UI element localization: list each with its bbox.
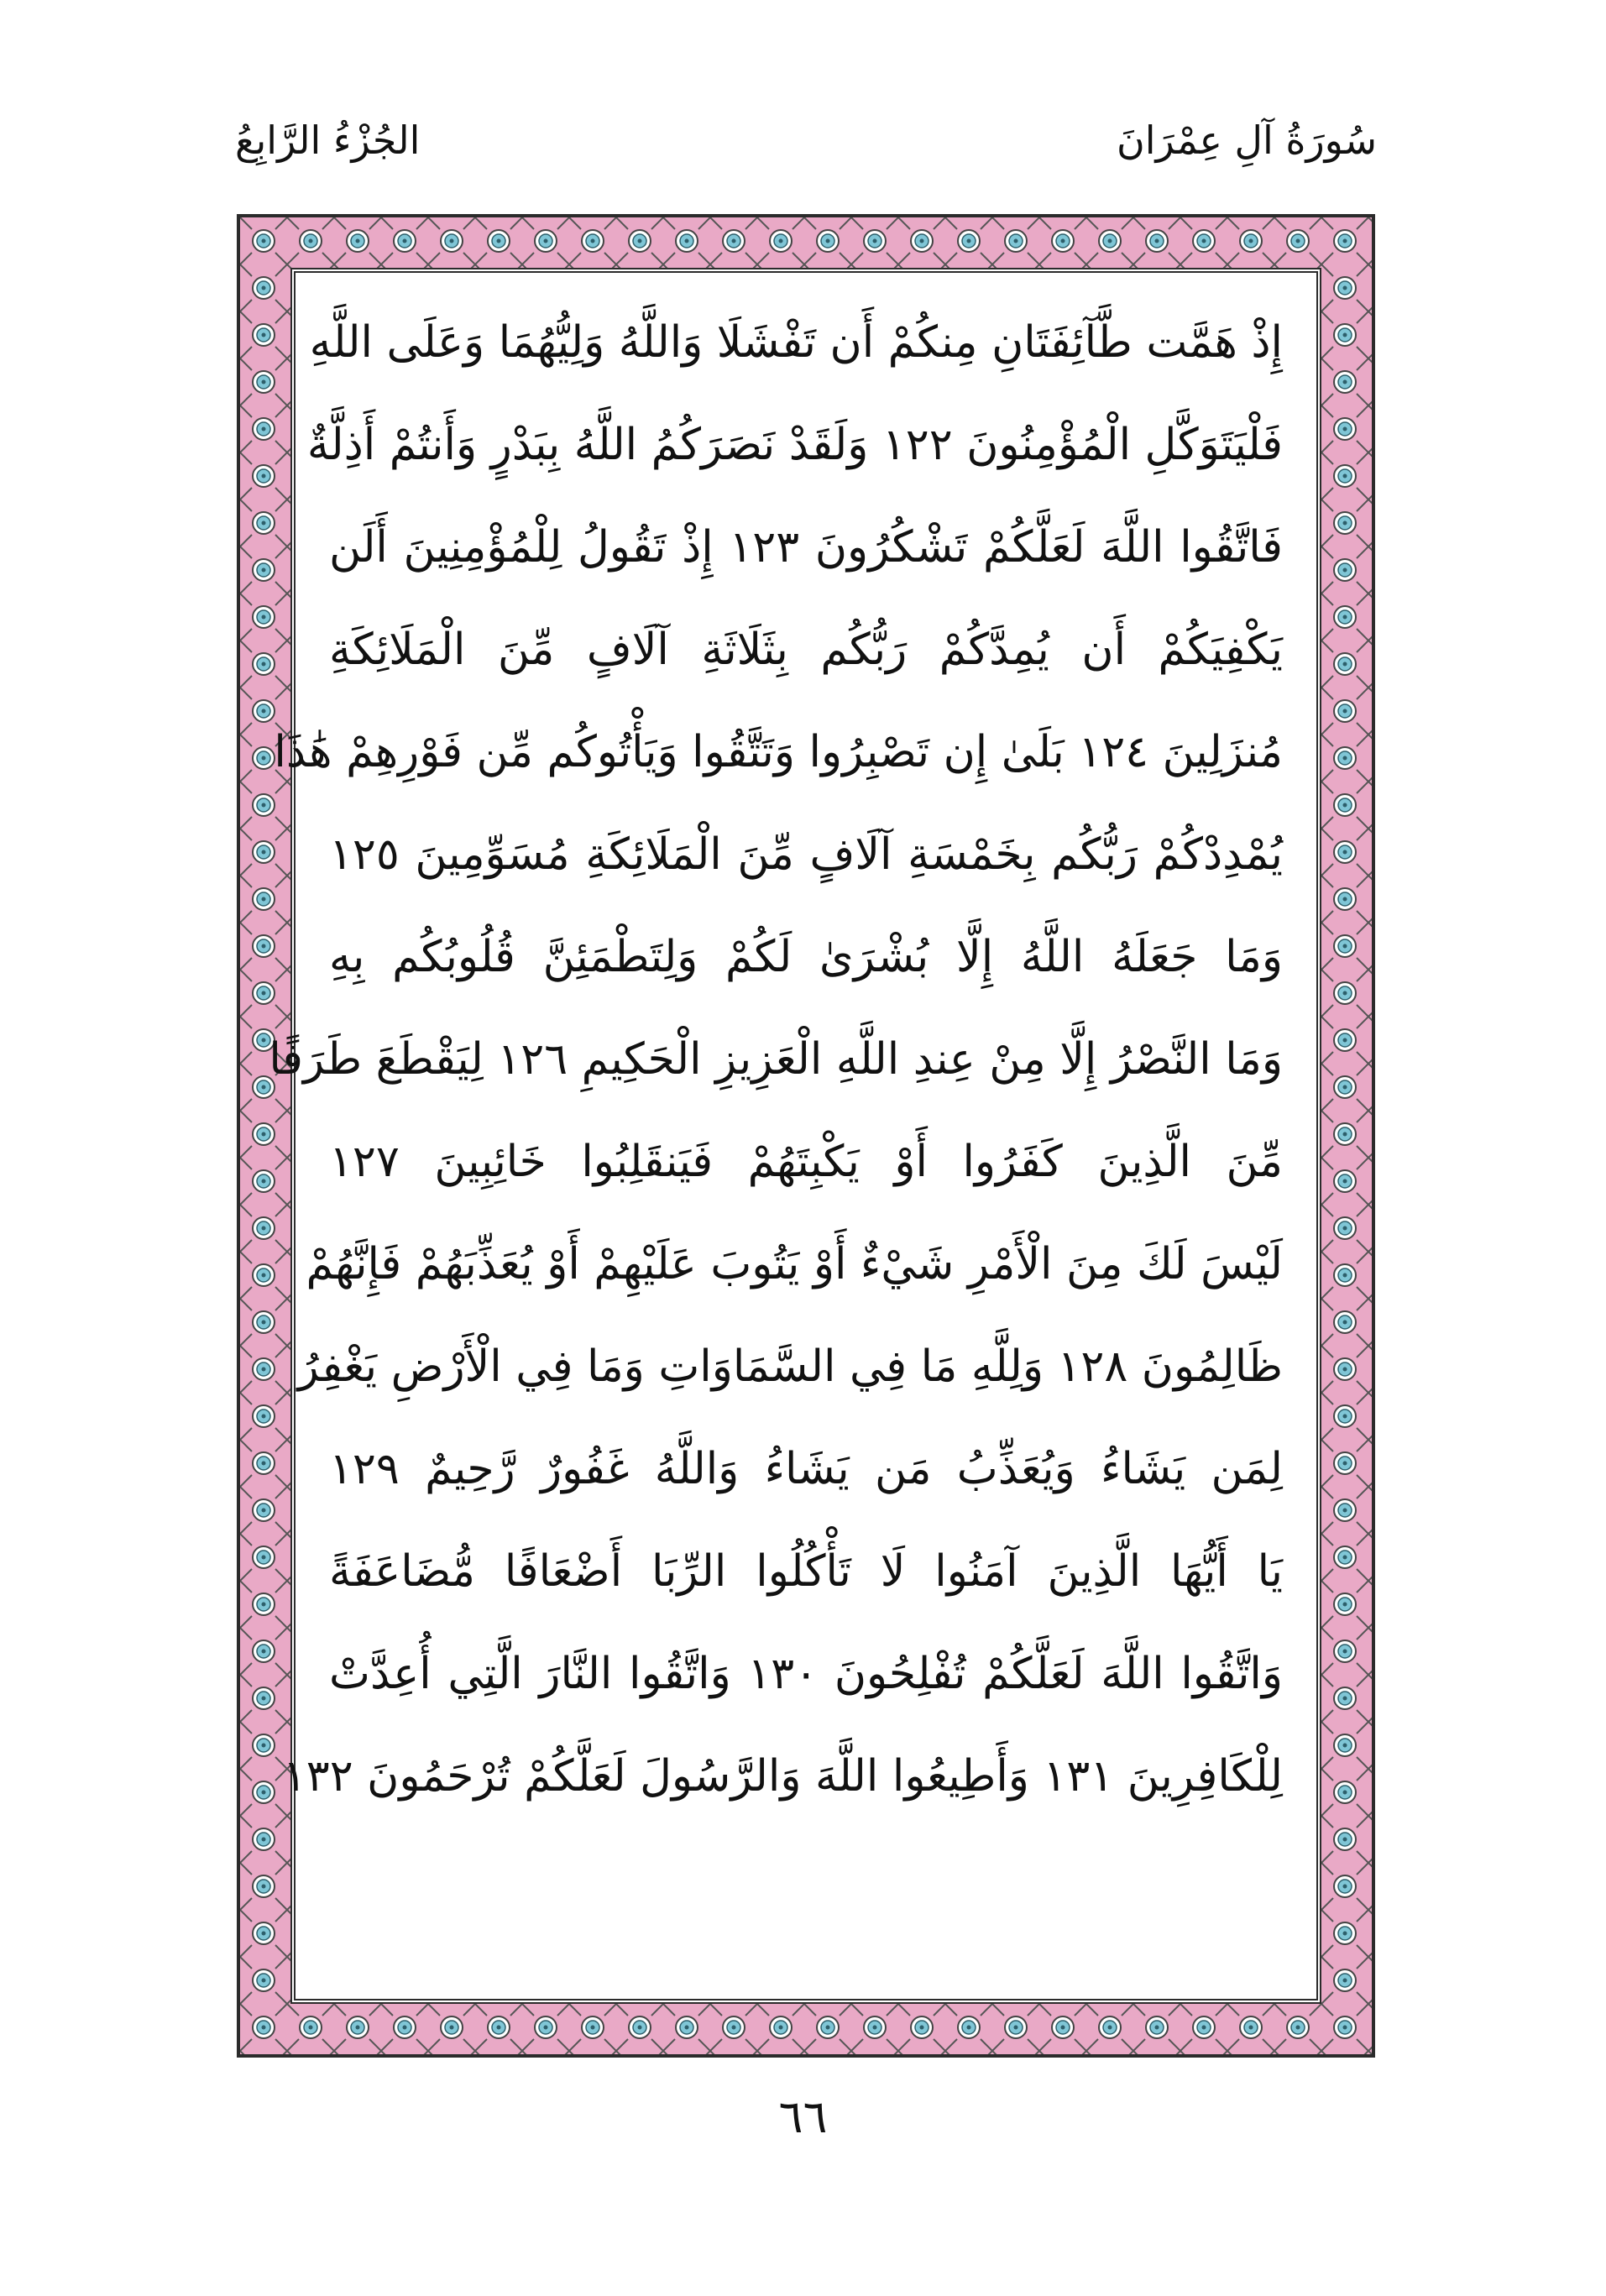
verse-line: يَا أَيُّهَا الَّذِينَ آمَنُوا لَا تَأْكُلُوا الرِّبَا أَضْعَافًا مُّضَاعَفَةً [329,1546,1283,1597]
surah-title: سُورَةُ آلِ عِمْرَانَ [1116,118,1377,163]
verse-line: لِلْكَافِرِينَ ١٣١ وَأَطِيعُوا اللَّهَ وَالرَّسُولَ لَعَلَّكُمْ تُرْحَمُونَ ١٣٢ [282,1751,1283,1802]
verse-block [269,291,1284,1980]
verse-line: لَيْسَ لَكَ مِنَ الْأَمْرِ شَيْءٌ أَوْ يَتُوبَ عَلَيْهِمْ أَوْ يُعَذِّبَهُمْ فَإِنَّهُمْ [306,1239,1283,1289]
ornamental-frame [237,214,1375,2058]
verse-line: فَلْيَتَوَكَّلِ الْمُؤْمِنُونَ ١٢٢ وَلَقَدْ نَصَرَكُمُ اللَّهُ بِبَدْرٍ وَأَنتُمْ أَذِلَّةٌ [306,420,1283,470]
verse-line: مُنزَلِينَ ١٢٤ بَلَىٰ إِن تَصْبِرُوا وَتَتَّقُوا وَيَأْتُوكُم مِّن فَوْرِهِمْ هَٰذَا [274,727,1283,777]
page-number: ٦٦ [778,2090,828,2143]
juz-title: الجُزْءُ الرَّابِعُ [235,118,421,163]
verse-line: وَمَا جَعَلَهُ اللَّهُ إِلَّا بُشْرَىٰ لَكُمْ وَلِتَطْمَئِنَّ قُلُوبُكُم بِهِ [329,932,1283,982]
verse-line: ظَالِمُونَ ١٢٨ وَلِلَّهِ مَا فِي السَّمَاوَاتِ وَمَا فِي الْأَرْضِ يَغْفِرُ [297,1342,1283,1392]
verse-line: لِمَن يَشَاءُ وَيُعَذِّبُ مَن يَشَاءُ وَاللَّهُ غَفُورٌ رَّحِيمٌ ١٢٩ [329,1444,1283,1494]
verse-line: إِذْ هَمَّت طَّآئِفَتَانِ مِنكُمْ أَن تَفْشَلَا وَاللَّهُ وَلِيُّهُمَا وَعَلَى اللَّهِ [309,317,1283,368]
verse-line: يُمْدِدْكُمْ رَبُّكُم بِخَمْسَةِ آلَافٍ مِّنَ الْمَلَائِكَةِ مُسَوِّمِينَ ١٢٥ [329,829,1283,880]
verse-line: وَمَا النَّصْرُ إِلَّا مِنْ عِندِ اللَّهِ الْعَزِيزِ الْحَكِيمِ ١٢٦ لِيَقْطَعَ طَرَفًا [269,1034,1283,1085]
text-panel [269,268,1321,2004]
page-header [235,109,1377,185]
verse-line: يَكْفِيَكُمْ أَن يُمِدَّكُمْ رَبُّكُم بِثَلَاثَةِ آلَافٍ مِّنَ الْمَلَائِكَةِ [329,625,1283,675]
verse-line: وَاتَّقُوا اللَّهَ لَعَلَّكُمْ تُفْلِحُونَ ١٣٠ وَاتَّقُوا النَّارَ الَّتِي أُعِدَّتْ [329,1649,1283,1699]
verse-line: مِّنَ الَّذِينَ كَفَرُوا أَوْ يَكْبِتَهُمْ فَيَنقَلِبُوا خَائِبِينَ ١٢٧ [329,1137,1283,1187]
verse-line: فَاتَّقُوا اللَّهَ لَعَلَّكُمْ تَشْكُرُونَ ١٢٣ إِذْ تَقُولُ لِلْمُؤْمِنِينَ أَلَن [329,522,1284,573]
